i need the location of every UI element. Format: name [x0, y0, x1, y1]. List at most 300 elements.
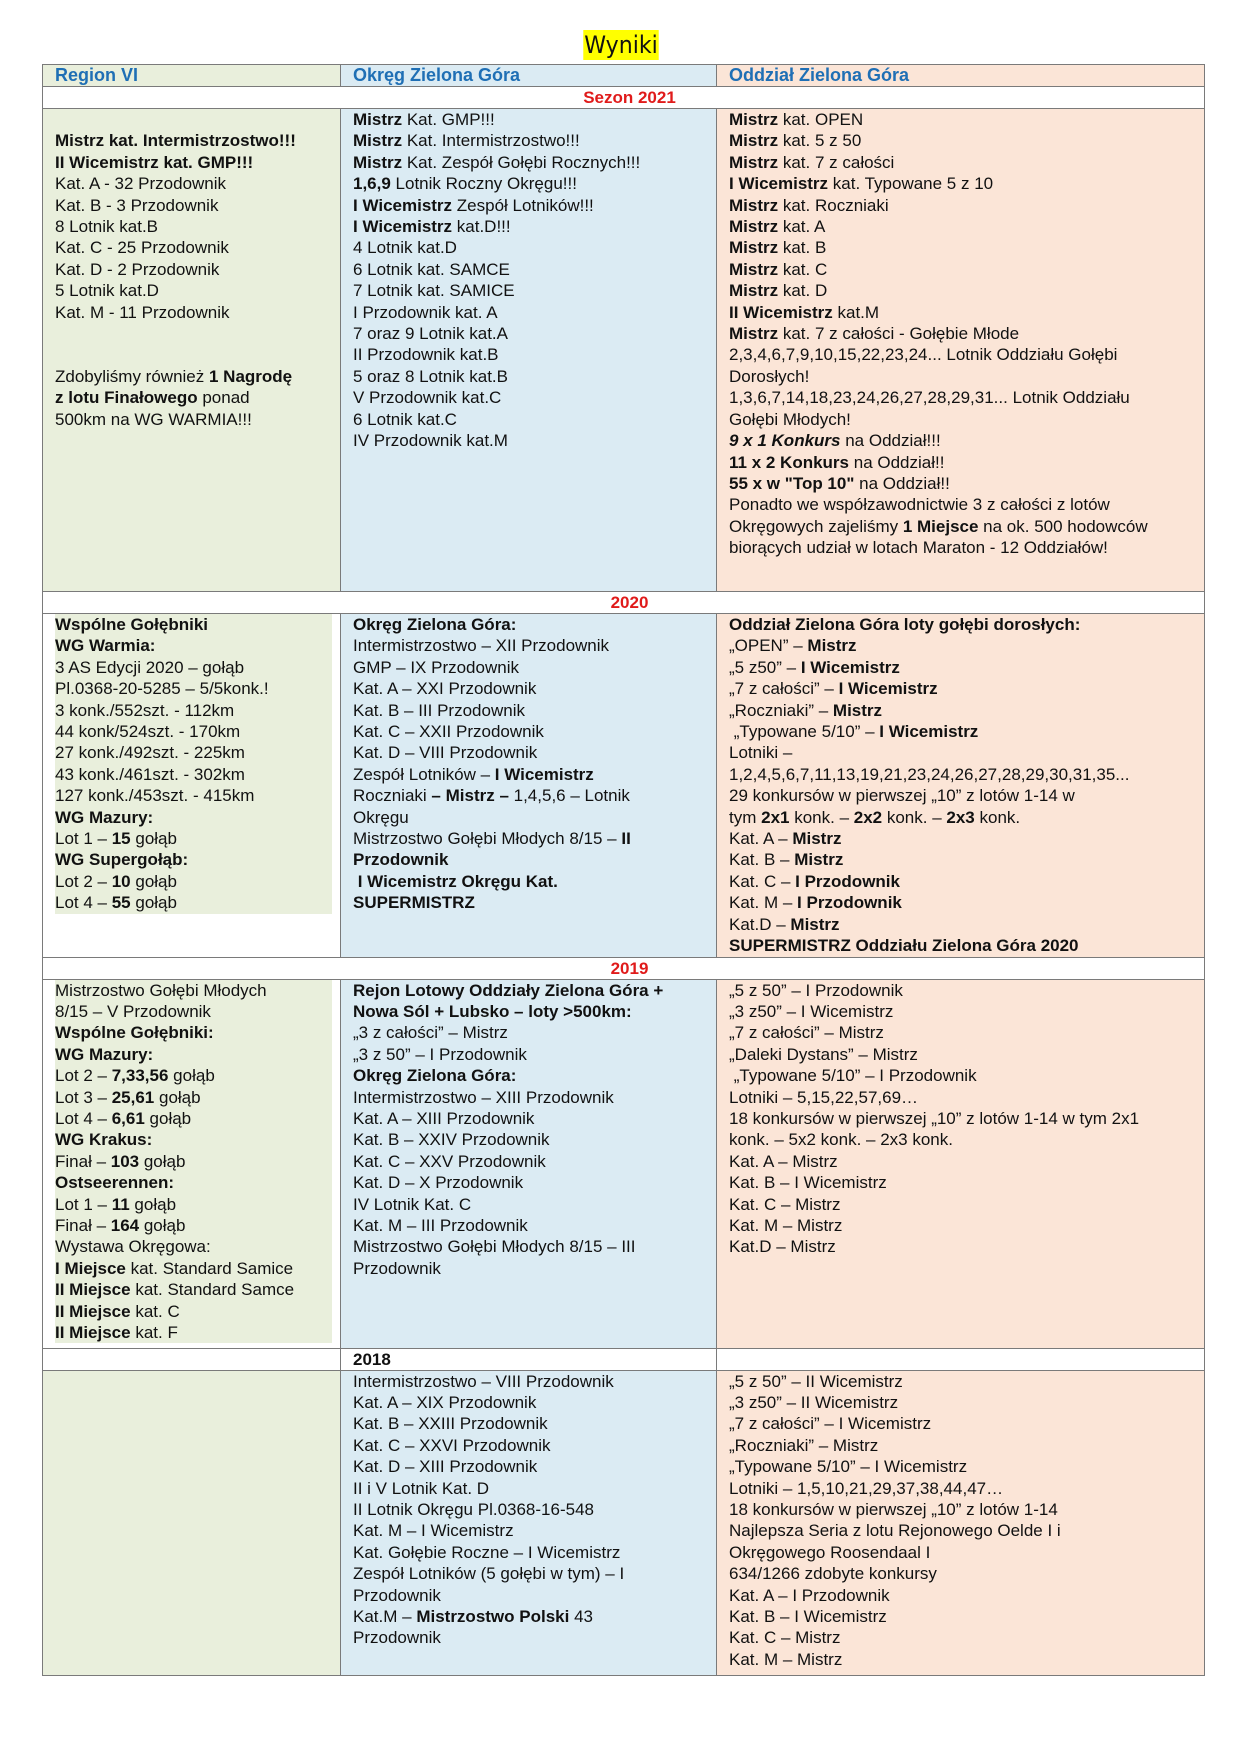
- result-line: [729, 195, 1204, 216]
- result-text: 500km na WG WARMIA!!!: [55, 409, 252, 429]
- result-line: [353, 807, 716, 828]
- season-content-2019: [43, 979, 1205, 1348]
- result-line: [729, 452, 1204, 473]
- result-text: konk.: [974, 807, 1021, 827]
- result-text: „Daleki Dystans” – Mistrz: [729, 1044, 918, 1064]
- result-text: konk. –: [882, 807, 947, 827]
- result-text-emphasis: I Wicemistrz: [729, 174, 829, 194]
- cell-lines: [729, 614, 1204, 957]
- result-text: Kat. D – X Przodownik: [353, 1173, 524, 1193]
- result-line: [729, 1194, 1204, 1215]
- result-text-emphasis: Mistrz: [807, 636, 857, 656]
- result-line: [729, 828, 1204, 849]
- result-line: [353, 678, 716, 699]
- result-text: gołąb: [130, 871, 177, 891]
- result-text: Kat. B - 3 Przodownik: [55, 195, 219, 215]
- result-line: [55, 1322, 332, 1343]
- result-text: Lotniki – 5,15,22,57,69…: [729, 1087, 919, 1107]
- result-line: [729, 216, 1204, 237]
- result-text-emphasis: 2x1: [761, 807, 790, 827]
- result-text-emphasis: II Miejsce: [55, 1301, 131, 1321]
- result-text: „OPEN” –: [729, 636, 808, 656]
- result-line: [353, 764, 716, 785]
- result-line: [55, 1065, 332, 1086]
- result-text: Kat. C – XXII Przodownik: [353, 722, 544, 742]
- result-line: [729, 1044, 1204, 1065]
- result-line: [55, 409, 340, 430]
- result-line: [55, 387, 340, 408]
- result-line: [353, 1413, 716, 1434]
- result-line: [353, 1585, 716, 1606]
- result-text: Kat. B – XXIV Przodownik: [353, 1130, 550, 1150]
- result-text: Kat. C – Mistrz: [729, 1194, 841, 1214]
- result-text-emphasis: Wspólne Gołębniki: [55, 615, 209, 634]
- result-text-emphasis: Okręg Zielona Góra:: [353, 615, 517, 634]
- result-line: [353, 1215, 716, 1236]
- region-cell: [43, 1370, 341, 1675]
- result-line: [55, 216, 340, 237]
- result-text: gołąb: [168, 1066, 215, 1086]
- result-text: 3 AS Edycji 2020 – gołąb: [55, 657, 245, 677]
- result-line: [353, 700, 716, 721]
- result-text: Kat. Gołębie Roczne – I Wicemistrz: [353, 1542, 621, 1562]
- result-line: [55, 1301, 332, 1322]
- result-line: [729, 721, 1204, 742]
- result-text: Kat. A – XIX Przodownik: [353, 1392, 537, 1412]
- result-line: [55, 1236, 332, 1257]
- result-line: [353, 871, 716, 892]
- result-line: [55, 237, 340, 258]
- result-line: [729, 473, 1204, 494]
- result-text-emphasis: 55: [111, 893, 131, 913]
- result-line: [55, 1279, 332, 1300]
- result-line: [353, 130, 716, 151]
- result-text: Lot 3 –: [55, 1087, 112, 1107]
- season-content-2018: [43, 1370, 1205, 1675]
- result-text: 27 konk./492szt. - 225km: [55, 743, 245, 763]
- result-text-emphasis: Przodownik: [353, 850, 449, 870]
- result-line: [729, 849, 1204, 870]
- result-line: [729, 764, 1204, 785]
- result-line: [353, 302, 716, 323]
- result-text-emphasis: Mistrz: [729, 110, 779, 129]
- result-text-emphasis: I Przodownik: [797, 893, 902, 913]
- result-text: Przodownik: [353, 1585, 441, 1605]
- result-line: [729, 1585, 1204, 1606]
- result-text: Okręgu: [353, 807, 409, 827]
- result-line: [729, 807, 1204, 828]
- result-text: Kat. Intermistrzostwo!!!: [402, 131, 580, 151]
- result-text-emphasis: 25,61: [111, 1087, 155, 1107]
- okreg-cell: [341, 109, 717, 592]
- result-text: Lotnik Roczny Okręgu!!!: [390, 174, 577, 194]
- result-text: Kat. M – III Przodownik: [353, 1215, 528, 1235]
- result-text: kat. Roczniaki: [778, 195, 889, 215]
- result-line: [729, 871, 1204, 892]
- result-text: „3 z całości” – Mistrz: [353, 1023, 508, 1043]
- result-line: [353, 1606, 716, 1627]
- result-text: 8/15 – V Przodownik: [55, 1001, 211, 1021]
- result-line: [55, 259, 340, 280]
- result-text: V Przodownik kat.C: [353, 388, 502, 408]
- result-line: [729, 742, 1204, 763]
- result-line: [353, 1108, 716, 1129]
- result-text: 7 Lotnik kat. SAMICE: [353, 281, 515, 301]
- result-line: [55, 721, 332, 742]
- result-line: [729, 1542, 1204, 1563]
- result-line: [55, 1258, 332, 1279]
- result-text: Kat. M – I Wicemistrz: [353, 1521, 514, 1541]
- result-text: Kat. A – Mistrz: [729, 1151, 838, 1171]
- result-line: [353, 721, 716, 742]
- result-text-emphasis: 1 Miejsce: [902, 516, 979, 536]
- region-cell: [43, 614, 341, 958]
- result-text: Lot 2 –: [55, 871, 112, 891]
- result-text-emphasis: Ostseerennen:: [55, 1173, 175, 1193]
- result-text: kat. D: [778, 281, 828, 301]
- result-line: [729, 280, 1204, 301]
- result-line: [353, 614, 716, 635]
- result-line: [729, 1108, 1204, 1129]
- result-text: Lot 4 –: [55, 893, 112, 913]
- result-text: „3 z 50” – I Przodownik: [353, 1044, 527, 1064]
- result-text: „7 z całości” –: [729, 679, 839, 699]
- cell-lines: [353, 1371, 716, 1649]
- result-text: Kat. M – Mistrz: [729, 1215, 843, 1235]
- result-text: Kat.D – Mistrz: [729, 1237, 836, 1257]
- result-text: 7 oraz 9 Lotnik kat.A: [353, 324, 508, 344]
- season-content-2021: [43, 109, 1205, 592]
- result-text: kat.D!!!: [452, 217, 511, 237]
- result-line: [729, 1392, 1204, 1413]
- page-title: Wyniki: [583, 31, 658, 59]
- result-line: [729, 130, 1204, 151]
- result-line: [55, 130, 340, 151]
- table-header-row: [43, 65, 1205, 87]
- result-line: [729, 152, 1204, 173]
- result-text-emphasis: WG Warmia:: [55, 636, 156, 656]
- result-text: Intermistrzostwo – XIII Przodownik: [353, 1087, 614, 1107]
- result-text: „Typowane 5/10” – I Przodownik: [729, 1066, 977, 1086]
- result-text: Kat. M –: [729, 893, 798, 913]
- result-text: „3 z50” – I Wicemistrz: [729, 1001, 894, 1021]
- result-line: [353, 1392, 716, 1413]
- result-text-emphasis: WG Mazury:: [55, 807, 154, 827]
- result-text: Przodownik: [353, 1628, 441, 1648]
- result-line: [729, 494, 1204, 515]
- result-line: [353, 785, 716, 806]
- result-text: 6 Lotnik kat.C: [353, 409, 457, 429]
- result-line: [729, 302, 1204, 323]
- result-text-emphasis: Mistrz: [729, 217, 779, 237]
- result-text: Kat. M – Mistrz: [729, 1649, 843, 1669]
- result-text: Lot 1 –: [55, 1194, 112, 1214]
- season-row-2020: [43, 592, 1205, 614]
- result-line: [353, 1001, 716, 1022]
- result-text: „Typowane 5/10” –: [729, 722, 880, 742]
- result-line: [729, 892, 1204, 913]
- result-text: 43: [569, 1606, 593, 1626]
- result-text: na Oddział!!: [849, 452, 945, 472]
- oddzial-cell: [717, 1370, 1205, 1675]
- result-line: [353, 109, 716, 130]
- result-line: [729, 785, 1204, 806]
- result-text: „5 z 50” – II Wicemistrz: [729, 1371, 903, 1391]
- result-line: [353, 1542, 716, 1563]
- result-text: Finał –: [55, 1151, 111, 1171]
- result-text: kat. Standard Samce: [130, 1280, 295, 1300]
- okreg-cell: [341, 1370, 717, 1675]
- header-okreg: Okręg Zielona Góra: [341, 65, 717, 87]
- result-text: na ok. 500 hodowców: [978, 516, 1148, 536]
- result-text: Kat. D - 2 Przodownik: [55, 259, 220, 279]
- result-text: 1,2,4,5,6,7,11,13,19,21,23,24,26,27,28,29,30,31,35...: [729, 764, 1130, 784]
- result-line: [729, 980, 1204, 1001]
- result-text: konk. – 5x2 konk. – 2x3 konk.: [729, 1130, 953, 1150]
- result-text: Mistrzostwo Gołębi Młodych 8/15 –: [353, 829, 622, 849]
- season-row-2018: [43, 1348, 1205, 1370]
- result-text: 1,3,6,7,14,18,23,24,26,27,28,29,31... Lotnik Oddziału: [729, 388, 1130, 408]
- result-line: [353, 280, 716, 301]
- result-line: [55, 807, 332, 828]
- result-text-emphasis: II Miejsce: [55, 1323, 131, 1342]
- result-text-emphasis: 11 x 2 Konkurs: [729, 452, 850, 472]
- result-text: Zespół Lotników!!!: [452, 195, 594, 215]
- result-line: [729, 1413, 1204, 1434]
- result-text-emphasis: Mistrz: [729, 131, 779, 151]
- result-text-emphasis: 10: [111, 871, 131, 891]
- result-text: Przodownik: [353, 1258, 441, 1278]
- result-text: Lot 4 –: [55, 1108, 112, 1128]
- result-text: kat.M: [832, 302, 880, 322]
- result-line: [55, 892, 332, 913]
- result-line: [729, 1520, 1204, 1541]
- cell-lines: [729, 109, 1204, 559]
- result-text-emphasis: – Mistrz –: [431, 786, 509, 806]
- result-text-emphasis: Mistrz: [729, 324, 779, 344]
- result-text: Kat. A - 32 Przodownik: [55, 174, 227, 194]
- result-text: Kat. C – XXV Przodownik: [353, 1151, 546, 1171]
- result-line: [729, 935, 1204, 956]
- result-text: Kat.D –: [729, 914, 791, 934]
- result-text: 8 Lotnik kat.B: [55, 217, 159, 237]
- result-text-emphasis: 9 x 1 Konkurs: [729, 431, 841, 451]
- result-line: [55, 302, 340, 323]
- result-text: Kat. A –: [729, 829, 793, 849]
- result-line: [353, 892, 716, 913]
- result-text-emphasis: 2x3: [946, 807, 975, 827]
- result-line: [353, 216, 716, 237]
- result-line: [353, 1435, 716, 1456]
- result-line: [729, 537, 1204, 558]
- result-text: gołąb: [129, 1194, 177, 1214]
- result-text: 6 Lotnik kat. SAMCE: [353, 259, 510, 279]
- result-text-emphasis: II: [621, 829, 631, 849]
- result-line: [729, 1499, 1204, 1520]
- result-text: Kat. A – XXI Przodownik: [353, 679, 537, 699]
- result-line: [353, 1563, 716, 1584]
- result-line: [55, 700, 332, 721]
- result-text: Mistrzostwo Gołębi Młodych: [55, 980, 267, 1000]
- result-text: Kat. A – XIII Przodownik: [353, 1108, 535, 1128]
- result-text: „5 z50” –: [729, 657, 801, 677]
- result-text: 18 konkursów w pierwszej „10” z lotów 1-14 w tym 2x1: [729, 1108, 1140, 1128]
- result-text: „7 z całości” – I Wicemistrz: [729, 1414, 932, 1434]
- result-text: kat. 5 z 50: [778, 131, 862, 151]
- result-text: Dorosłych!: [729, 366, 810, 386]
- result-line: [729, 430, 1204, 451]
- result-line: [353, 980, 716, 1001]
- result-text: 127 konk./453szt. - 415km: [55, 786, 255, 806]
- oddzial-cell: [717, 614, 1205, 958]
- result-text: Zespół Lotników –: [353, 764, 495, 784]
- result-line: [729, 237, 1204, 258]
- result-line: [55, 195, 340, 216]
- result-line: [353, 1478, 716, 1499]
- cell-lines: [729, 980, 1204, 1258]
- result-text: IV Lotnik Kat. C: [353, 1194, 472, 1214]
- result-text: I Przodownik kat. A: [353, 302, 498, 322]
- result-text-emphasis: Mistrz: [832, 700, 883, 720]
- result-line: [353, 259, 716, 280]
- cell-lines: [55, 109, 340, 430]
- result-line: [55, 742, 332, 763]
- result-text: 3 konk./552szt. - 112km: [55, 700, 235, 720]
- result-text: Kat. D – VIII Przodownik: [353, 743, 538, 763]
- result-text-emphasis: Mistrz: [729, 259, 779, 279]
- result-text: Mistrzostwo Gołębi Młodych 8/15 – III: [353, 1237, 636, 1257]
- result-text-emphasis: I Miejsce: [55, 1258, 126, 1278]
- cell-lines: [353, 109, 716, 452]
- result-line: [353, 635, 716, 656]
- result-text: 1,4,5,6 – Lotnik: [508, 786, 630, 806]
- result-line: [729, 1456, 1204, 1477]
- result-line: [55, 1129, 332, 1150]
- result-text: Zdobyliśmy również: [55, 366, 209, 386]
- result-line: [729, 1649, 1204, 1670]
- result-line: [729, 1022, 1204, 1043]
- result-text: 2,3,4,6,7,9,10,15,22,23,24... Lotnik Oddziału Gołębi: [729, 345, 1118, 365]
- result-line: [729, 700, 1204, 721]
- result-text-emphasis: 1 Nagrodę: [209, 366, 293, 386]
- result-line: [55, 849, 332, 870]
- cell-lines: [353, 614, 716, 914]
- region-cell: [43, 109, 341, 592]
- result-line: [55, 1172, 332, 1193]
- result-line: [729, 1371, 1204, 1392]
- result-line: [729, 914, 1204, 935]
- result-text: II Lotnik Okręgu Pl.0368-16-548: [353, 1499, 594, 1519]
- result-text-emphasis: I Wicemistrz: [353, 195, 453, 215]
- result-line: [729, 1151, 1204, 1172]
- result-line: [55, 678, 332, 699]
- result-text-emphasis: Mistrz: [790, 914, 840, 934]
- result-text: kat. A: [778, 217, 826, 237]
- result-text: 5 oraz 8 Lotnik kat.B: [353, 366, 508, 386]
- result-line: [353, 366, 716, 387]
- result-text-emphasis: Mistrz: [729, 152, 779, 172]
- result-line: [729, 516, 1204, 537]
- result-line: [55, 828, 332, 849]
- result-text: II i V Lotnik Kat. D: [353, 1478, 490, 1498]
- result-text-emphasis: I Wicemistrz: [800, 657, 900, 677]
- result-line: [55, 280, 340, 301]
- result-line: [353, 195, 716, 216]
- result-text-emphasis: I Wicemistrz: [838, 679, 938, 699]
- result-line: [353, 742, 716, 763]
- result-text: gołąb: [130, 829, 177, 849]
- result-line: [55, 785, 332, 806]
- result-text: kat. Standard Samice: [125, 1258, 294, 1278]
- result-text: ponad: [197, 388, 250, 408]
- result-line: [55, 1194, 332, 1215]
- result-line: [55, 1087, 332, 1108]
- result-line: [353, 409, 716, 430]
- result-line: [353, 828, 716, 849]
- result-line: [729, 614, 1204, 635]
- result-line: [55, 1108, 332, 1129]
- header-region: Region VI: [43, 65, 341, 87]
- result-text-emphasis: I Przodownik: [795, 871, 900, 891]
- region-cell: [43, 979, 341, 1348]
- result-text: Kat. C – XXVI Przodownik: [353, 1435, 551, 1455]
- result-text-emphasis: 15: [111, 829, 131, 849]
- cell-lines: [353, 980, 716, 1280]
- result-text: Kat. D – XIII Przodownik: [353, 1457, 538, 1477]
- result-line: [55, 1215, 332, 1236]
- result-line: [353, 1627, 716, 1648]
- result-text: Kat. Zespół Gołębi Rocznych!!!: [402, 152, 641, 172]
- result-text-emphasis: Nowa Sól + Lubsko – loty >500km:: [353, 1001, 632, 1021]
- result-text: „5 z 50” – I Przodownik: [729, 980, 903, 1000]
- result-line: [55, 1151, 332, 1172]
- result-text: Kat.M –: [353, 1606, 417, 1626]
- season-empty-cell: [43, 1348, 341, 1370]
- result-text-emphasis: 103: [110, 1151, 140, 1171]
- result-text-emphasis: Mistrz: [729, 238, 779, 258]
- result-text: Roczniaki: [353, 786, 432, 806]
- result-text: Kat. B –: [729, 850, 795, 870]
- result-text-emphasis: 11: [111, 1194, 130, 1214]
- result-text: „Roczniaki” –: [729, 700, 833, 720]
- result-line: [55, 764, 332, 785]
- result-line: [55, 871, 332, 892]
- result-text: kat. B: [778, 238, 827, 258]
- season-label: 2019: [43, 957, 1205, 979]
- result-text: Kat. C - 25 Przodownik: [55, 238, 229, 258]
- result-line: [353, 430, 716, 451]
- season-label: 2018: [341, 1348, 717, 1370]
- result-text-emphasis: 55 x w "Top 10": [729, 473, 855, 493]
- result-line: [729, 1172, 1204, 1193]
- result-text-emphasis: Oddział Zielona Góra loty gołębi dorosłych:: [729, 615, 1081, 634]
- result-line: [353, 1520, 716, 1541]
- result-line: [353, 387, 716, 408]
- result-line: [55, 109, 340, 130]
- result-line: [353, 173, 716, 194]
- result-line: [729, 409, 1204, 430]
- result-line: [729, 1129, 1204, 1150]
- season-label: 2020: [43, 592, 1205, 614]
- result-line: [729, 1478, 1204, 1499]
- result-text: konk. –: [789, 807, 854, 827]
- result-text-emphasis: Rejon Lotowy Oddziały Zielona Góra +: [353, 980, 664, 1000]
- result-text: Intermistrzostwo – XII Przodownik: [353, 636, 610, 656]
- result-text: 634/1266 zdobyte konkursy: [729, 1564, 937, 1584]
- result-text-emphasis: II Wicemistrz: [729, 302, 833, 322]
- result-line: [55, 1001, 332, 1022]
- result-line: [55, 1022, 332, 1043]
